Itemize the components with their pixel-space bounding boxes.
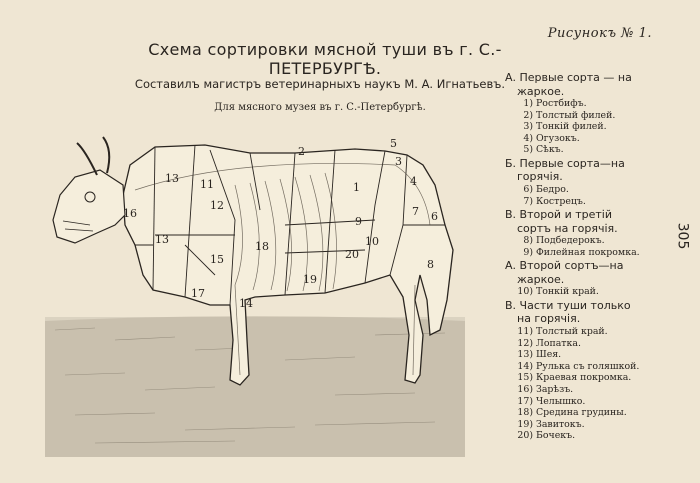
cut-label: 7 bbox=[412, 205, 419, 218]
legend-header-line: А. Второй сортъ—на bbox=[505, 259, 624, 273]
legend-item bbox=[505, 326, 680, 338]
cut-label: 17 bbox=[191, 287, 205, 300]
cut-label: 20 bbox=[345, 248, 359, 261]
legend-header-line: В. Второй и третій bbox=[505, 208, 612, 222]
legend-item-label: Тонкій край. bbox=[536, 286, 599, 298]
legend-header-line: А. Первые сорта — на bbox=[505, 71, 632, 84]
museum-line: Для мясного музея въ г. С.-Петербургѣ. bbox=[214, 102, 426, 113]
legend-header-line: жаркое. bbox=[517, 84, 565, 98]
legend-item bbox=[505, 419, 680, 431]
cut-label: 6 bbox=[431, 210, 438, 223]
cut-label: 8 bbox=[427, 258, 434, 271]
cut-label: 19 bbox=[303, 273, 317, 286]
cut-label: 1 bbox=[353, 181, 360, 194]
page-title: Схема сортировки мясной туши въ г. С.-ПЕТЕРБУРГѢ. bbox=[148, 40, 502, 78]
legend-item-number: 10) bbox=[517, 286, 533, 298]
cut-label: 12 bbox=[210, 199, 224, 212]
legend-item bbox=[505, 349, 680, 361]
legend-item-label: Лопатка. bbox=[536, 337, 581, 349]
legend-item-number: 4) bbox=[523, 132, 533, 144]
legend-item-label: Средина грудины. bbox=[536, 407, 627, 419]
cut-label: 10 bbox=[365, 235, 379, 248]
cut-label: 13 bbox=[165, 172, 179, 185]
legend-item bbox=[505, 98, 680, 110]
legend-item-label: Бедро. bbox=[536, 183, 569, 195]
cut-label: 5 bbox=[390, 137, 397, 150]
legend-item bbox=[505, 196, 680, 208]
legend-header-line: жаркое. bbox=[517, 272, 565, 286]
cut-label: 4 bbox=[410, 175, 417, 188]
legend-item-label: Сѣкъ. bbox=[536, 144, 564, 156]
legend-item bbox=[505, 430, 680, 442]
legend-item-number: 7) bbox=[523, 195, 533, 207]
legend-item bbox=[505, 184, 680, 196]
legend-item-number: 6) bbox=[523, 183, 533, 195]
figure-number: Рисунокъ № 1. bbox=[547, 26, 652, 41]
author-line: Составилъ магистръ ветеринарныхъ наукъ М. А. Игнатьевъ. bbox=[134, 77, 506, 91]
cut-label: 16 bbox=[123, 207, 137, 220]
legend-item bbox=[505, 396, 680, 408]
cut-label: 9 bbox=[355, 215, 362, 228]
legend-item-label: Бочекъ. bbox=[536, 430, 576, 442]
legend-item-number: 16) bbox=[517, 383, 533, 395]
legend-item-number: 1) bbox=[523, 98, 533, 109]
legend-item-label: Рулька съ голяшкой. bbox=[536, 360, 640, 372]
legend-group-header bbox=[505, 71, 680, 98]
legend-item bbox=[505, 247, 680, 259]
legend-item-number: 3) bbox=[523, 121, 533, 133]
legend-item-label: Тонкій филей. bbox=[536, 121, 607, 133]
legend-group-header bbox=[505, 208, 680, 235]
legend-item-number: 20) bbox=[517, 430, 533, 442]
cut-label: 11 bbox=[200, 178, 214, 191]
legend-item-label: Толстый край. bbox=[536, 325, 608, 337]
legend-item-label: Краевая покромка. bbox=[536, 372, 632, 384]
legend-item-number: 19) bbox=[517, 418, 533, 430]
skull-head bbox=[53, 170, 125, 243]
legend-item bbox=[505, 407, 680, 419]
legend-item bbox=[505, 235, 680, 247]
cut-label: 3 bbox=[395, 155, 402, 168]
legend-item bbox=[505, 361, 680, 373]
cut-label: 18 bbox=[255, 240, 269, 253]
legend-item bbox=[505, 372, 680, 384]
legend-item-label: Завитокъ. bbox=[536, 418, 585, 430]
legend-item bbox=[505, 110, 680, 122]
cut-legend bbox=[505, 70, 680, 442]
legend-item-label: Зарѣзъ. bbox=[536, 383, 574, 395]
legend-item-number: 5) bbox=[523, 144, 533, 156]
cut-label: 13 bbox=[155, 233, 169, 246]
legend-item-label: Толстый филей. bbox=[536, 109, 616, 121]
legend-group-header bbox=[505, 299, 680, 326]
legend-item-number: 9) bbox=[523, 246, 533, 258]
legend-item-number: 13) bbox=[517, 349, 533, 361]
legend-header-line: В. Части туши только bbox=[505, 298, 631, 312]
legend-item-number: 11) bbox=[517, 325, 533, 337]
cut-label: 14 bbox=[239, 297, 253, 310]
legend-item-label: Челышко. bbox=[536, 395, 586, 407]
page-number: 305 bbox=[674, 222, 691, 250]
legend-item-number: 12) bbox=[517, 337, 533, 349]
legend-item bbox=[505, 133, 680, 145]
legend-item-number: 18) bbox=[517, 407, 533, 419]
legend-item bbox=[505, 384, 680, 396]
cow-cut-diagram bbox=[35, 125, 475, 470]
legend-item bbox=[505, 286, 680, 298]
legend-item-label: Кострецъ. bbox=[536, 195, 586, 207]
legend-item-label: Подбедерокъ. bbox=[536, 235, 605, 247]
legend-header-line: на горячія. bbox=[517, 312, 581, 326]
legend-header-line: Б. Первые сорта—на bbox=[505, 156, 625, 170]
legend-header-line: сортъ на горячія. bbox=[517, 221, 618, 235]
cut-label: 2 bbox=[298, 145, 305, 158]
legend-item-label: Филейная покромка. bbox=[536, 246, 640, 258]
legend-item-number: 8) bbox=[523, 235, 533, 247]
legend-item-number: 15) bbox=[517, 372, 533, 384]
ground-hatching bbox=[45, 316, 465, 457]
legend-item-number: 17) bbox=[517, 395, 533, 407]
legend-item-label: Шея. bbox=[536, 349, 562, 361]
legend-item-number: 14) bbox=[517, 360, 533, 372]
legend-item-label: Огузокъ. bbox=[536, 132, 580, 144]
legend-item bbox=[505, 338, 680, 350]
legend-item-label: Ростбифъ. bbox=[536, 98, 587, 109]
cut-label: 15 bbox=[210, 253, 224, 266]
legend-item-number: 2) bbox=[523, 109, 533, 121]
legend-group-header bbox=[505, 259, 680, 286]
legend-item bbox=[505, 144, 680, 156]
legend-item bbox=[505, 121, 680, 133]
legend-group-header bbox=[505, 157, 680, 184]
legend-header-line: горячія. bbox=[517, 170, 563, 184]
